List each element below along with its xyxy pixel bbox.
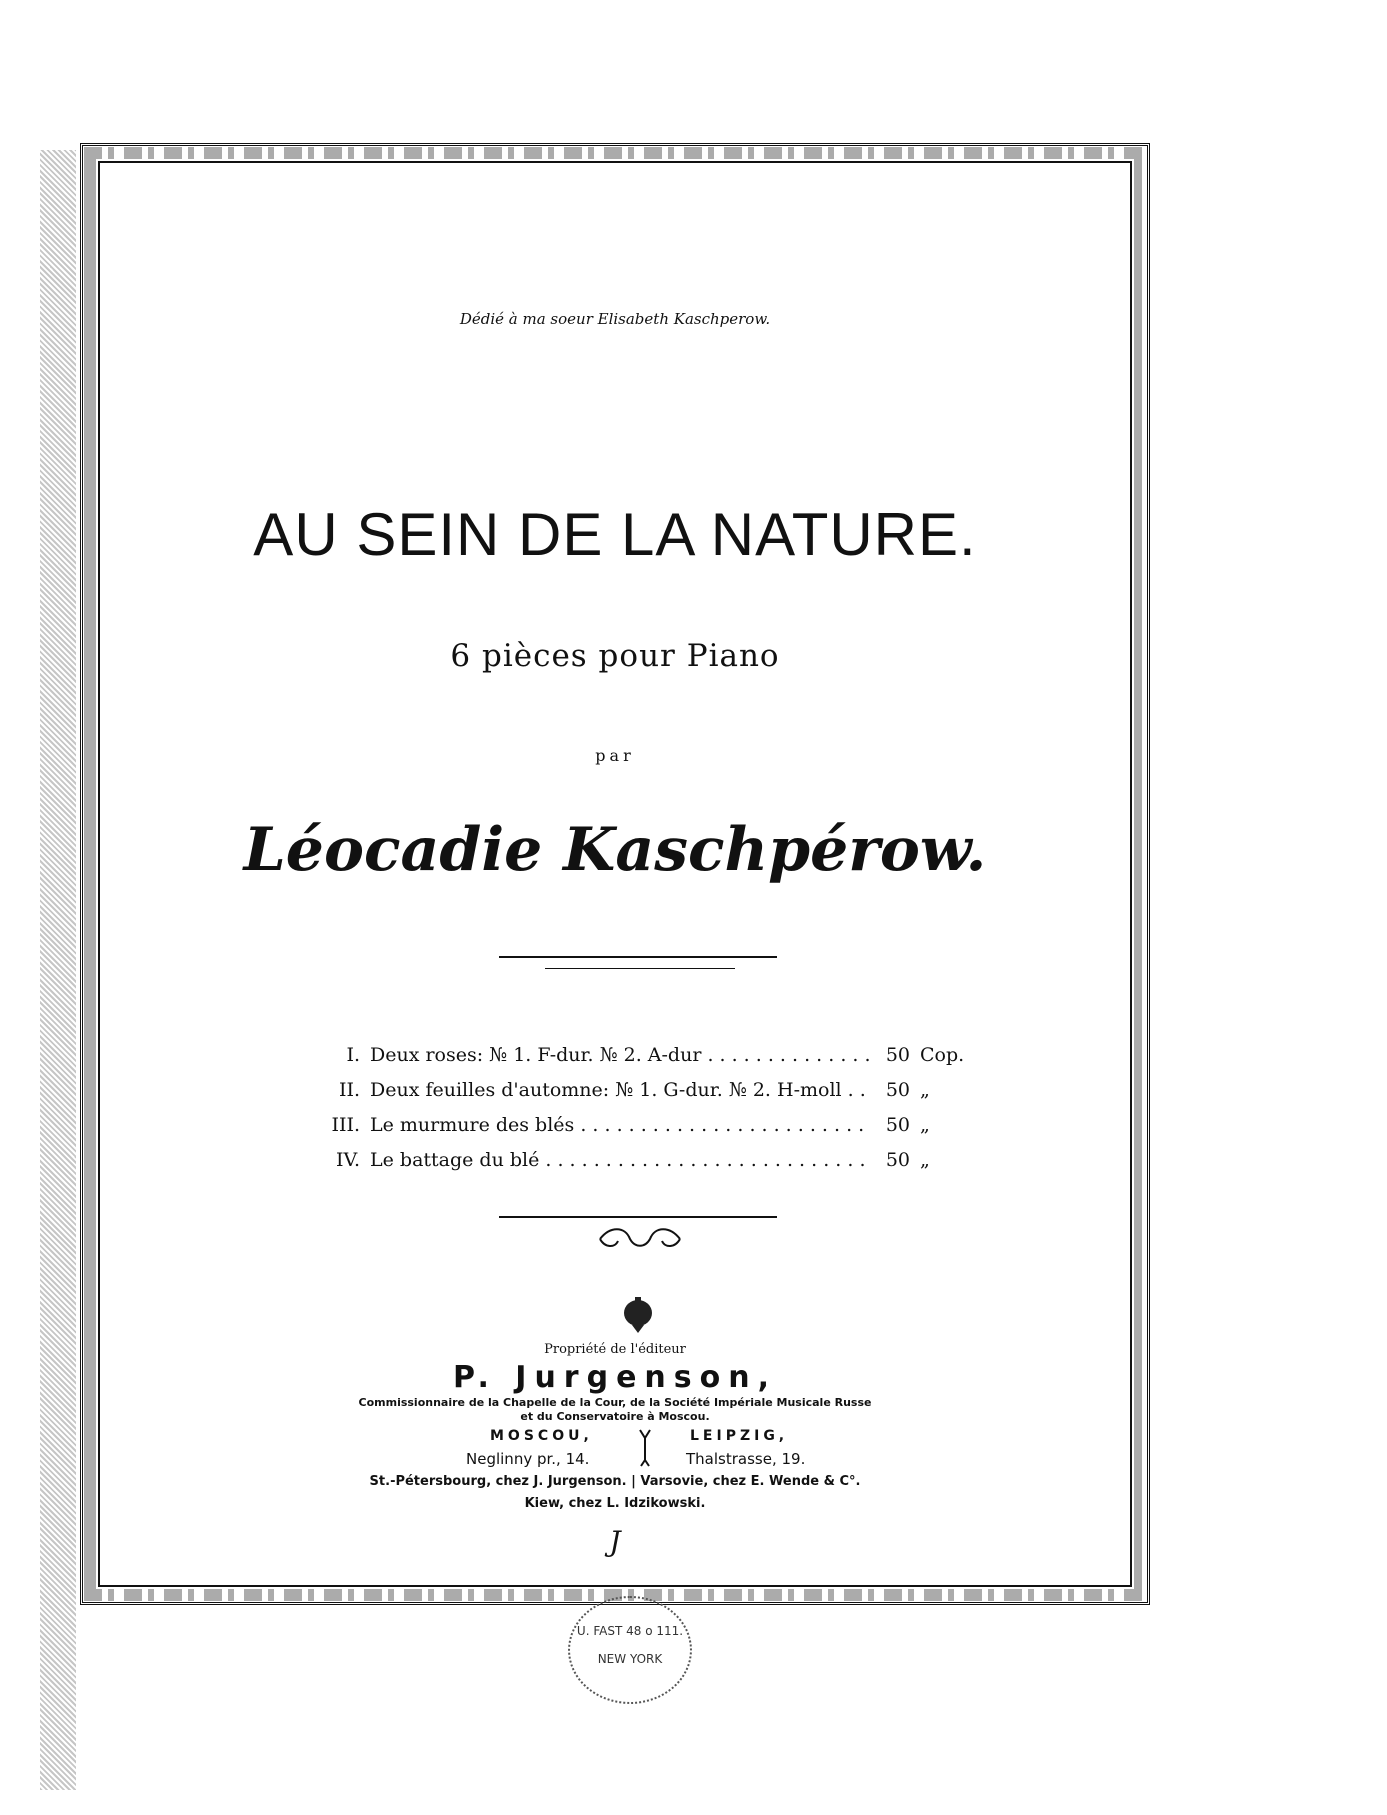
item-number: II. — [338, 1078, 360, 1101]
divider-rule-lower — [499, 1216, 777, 1218]
item-price: 50 — [885, 1043, 910, 1066]
list-item — [320, 1037, 980, 1072]
divider-rule-short — [545, 968, 735, 969]
stamp-line-1: U. FAST 48 o 111. — [576, 1624, 684, 1638]
item-title: Deux roses: № 1. F-dur. № 2. A-dur . . . — [370, 1044, 870, 1066]
subtitle: 6 pièces pour Piano — [450, 638, 780, 674]
city-moscow: MOSCOU, — [490, 1428, 593, 1444]
plate-mark: J — [609, 1525, 621, 1558]
by-label: par — [595, 746, 635, 765]
item-unit: „ — [920, 1148, 930, 1171]
separator-ornament-icon — [638, 1428, 652, 1468]
library-stamp — [568, 1596, 692, 1704]
page-title: AU SEIN DE LA NATURE. — [253, 501, 977, 568]
item-number: IV. — [336, 1148, 360, 1171]
address-leipzig: Thalstrasse, 19. — [686, 1450, 806, 1468]
list-item — [320, 1142, 980, 1177]
item-unit: „ — [920, 1113, 930, 1136]
kiev-branch: Kiew, chez L. Idzikowski. — [524, 1496, 706, 1511]
commission-line-1: Commissionnaire de la Chapelle de la Cour, de la Société Impériale Musicale Russe — [358, 1396, 872, 1409]
property-note: Propriété de l'éditeur — [544, 1342, 686, 1357]
commission-line-2: et du Conservatoire à Moscou. — [520, 1410, 710, 1423]
item-title: Deux feuilles d'automne: № 1. G-dur. № 2. H-moll . . . — [370, 1079, 870, 1101]
branches: St.-Pétersbourg, chez J. Jurgenson. | Varsovie, chez E. Wende & C°. — [369, 1474, 861, 1489]
ornament-flourish-icon — [590, 1226, 690, 1252]
city-leipzig: LEIPZIG, — [690, 1428, 789, 1444]
list-item — [320, 1107, 980, 1142]
composer-name: Léocadie Kaschpérow. — [243, 815, 987, 885]
divider-rule — [499, 956, 777, 958]
publisher-name: P. Jurgenson, — [452, 1360, 778, 1395]
imperial-eagle-icon — [620, 1295, 656, 1335]
item-number: I. — [346, 1043, 360, 1066]
item-price: 50 — [885, 1078, 910, 1101]
item-price: 50 — [885, 1113, 910, 1136]
stamp-line-2: NEW YORK — [597, 1652, 663, 1666]
address-moscow: Neglinny pr., 14. — [466, 1450, 590, 1468]
item-unit: Cop. — [920, 1043, 965, 1066]
item-unit: „ — [920, 1078, 930, 1101]
list-item — [320, 1072, 980, 1107]
dedication: Dédié à ma soeur Elisabeth Kaschperow. — [459, 310, 771, 328]
contents-list — [320, 1037, 980, 1177]
item-title: Le murmure des blés . . . — [370, 1114, 870, 1136]
item-title: Le battage du blé . . . — [370, 1149, 870, 1171]
item-price: 50 — [885, 1148, 910, 1171]
item-number: III. — [331, 1113, 360, 1136]
